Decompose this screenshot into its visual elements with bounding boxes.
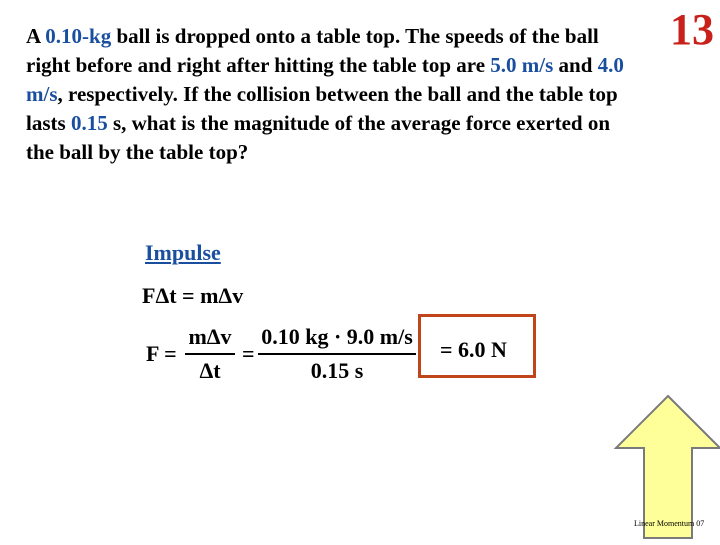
fraction-numerator: 0.10 kg · 9.0 m/s <box>261 324 413 349</box>
problem-text-part: and <box>553 53 598 77</box>
answer-value: = 6.0 N <box>440 337 507 362</box>
substituted-fraction <box>258 324 416 384</box>
speed-before-value: 5.0 m/s <box>490 53 554 77</box>
slide-number: 13 <box>670 5 714 54</box>
fraction-numerator: mΔv <box>188 324 232 349</box>
problem-text-part: A <box>26 24 46 48</box>
speed-after-value: 4.0 m/s <box>26 53 624 106</box>
impulse-link[interactable]: Impulse <box>145 240 221 265</box>
footer-label: Linear Momentum 07 <box>634 519 705 528</box>
equals-sign: = <box>242 341 255 366</box>
fraction-denominator: Δt <box>185 353 235 384</box>
fraction-denominator: 0.15 s <box>258 353 416 384</box>
collision-time-value: 0.15 <box>70 111 108 135</box>
problem-text-part: , respectively. If the collision between the ball and the table top lasts <box>26 82 618 135</box>
force-fraction <box>185 324 235 384</box>
problem-text <box>26 22 626 167</box>
problem-text-part: ball is dropped onto a table top. The speeds of the ball right before and right after hitting the table top are <box>26 24 599 77</box>
mass-value: 0.10-kg <box>45 24 112 48</box>
problem-text-part: s, what is the magnitude of the average force exerted on the ball by the table top? <box>26 111 611 164</box>
impulse-equation: FΔt = mΔv <box>142 283 244 308</box>
force-label: F = <box>146 341 177 366</box>
